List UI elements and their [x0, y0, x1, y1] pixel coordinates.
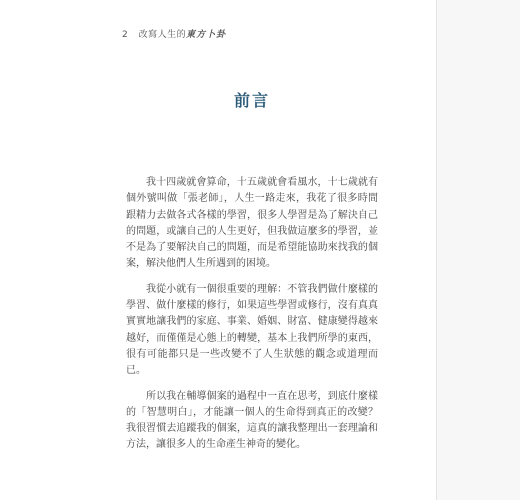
chapter-title: 前言: [233, 91, 270, 110]
paragraph-3: 所以我在輔導個案的過程中一直在思考，到底什麼樣的「智慧明白」，才能讓一個人的生命得到真正的改變？我很習慣去追蹤我的個案，這真的讓我整理出一套理論和方法，讓很多人的生命產生神奇的變化。: [126, 390, 378, 451]
paragraph-2: 我從小就有一個很重要的理解：不管我們做什麼樣的學習、做什麼樣的修行，如果這些學習或修行，沒有真真實實地讓我們的家庭、事業、婚姻、財富、健康變得越來越好，而僅僅是心態上的轉變，基本上我們所學的東西，很有可能都只是一些改變不了人生狀態的觀念或道理而已。: [126, 283, 378, 377]
body-text: [126, 175, 378, 463]
running-head: [122, 27, 226, 40]
page-edge-margin: [436, 0, 520, 500]
book-title-script: 東方卜卦: [186, 30, 227, 40]
book-title: 改寫人生的: [138, 30, 187, 40]
page-number: 2: [122, 30, 128, 40]
paragraph-1: 我十四歲就會算命，十五歲就會看風水，十七歲就有個外號叫做「張老師」，人生一路走來，我花了很多時間跟精力去做各式各樣的學習，很多人學習是為了解決自己的問題，或讓自己的人生更好，但我做這麼多的學習，並不是為了要解決自己的問題，而是希望能協助來找我的個案，解決他們人生所遇到的困境。: [126, 177, 378, 270]
